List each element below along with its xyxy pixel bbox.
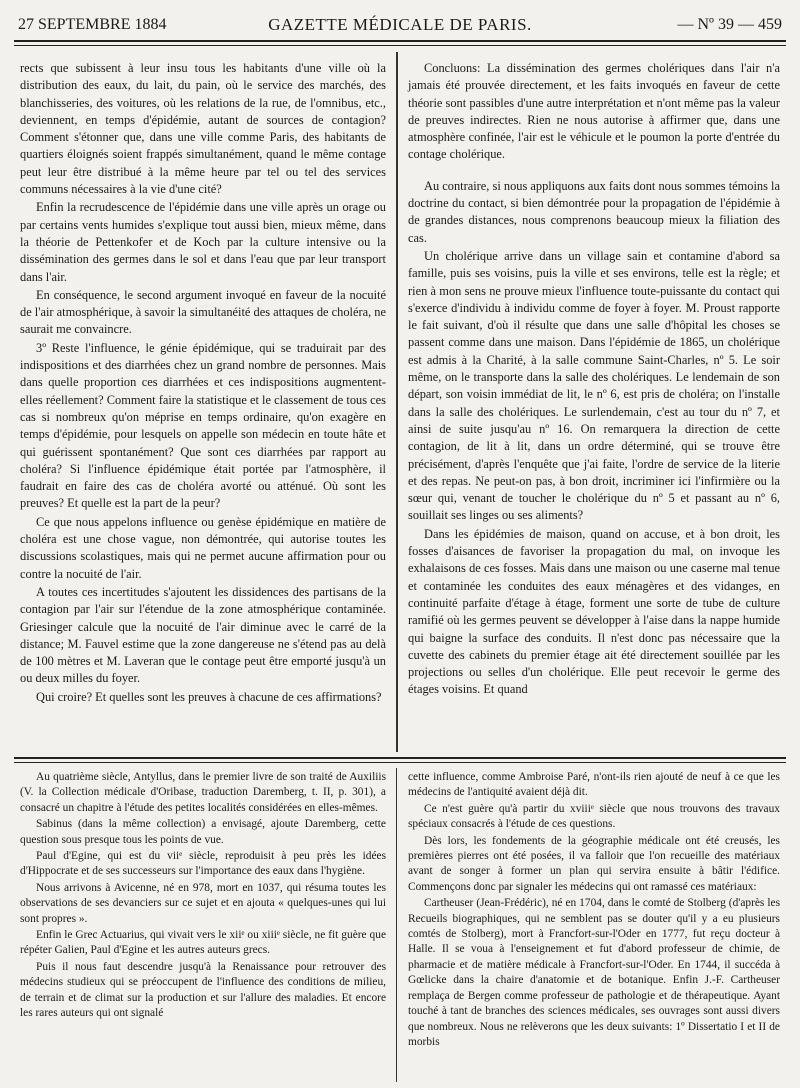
paragraph: Nous arrivons à Avicenne, né en 978, mort en 1037, qui résuma toutes les observations de ses devanciers sur ce sujet et en ajouta « quelques-unes qui lui sont propres ». [20, 881, 386, 925]
paragraph: Paul d'Egine, qui est du viiᵉ siècle, reproduisit à peu près les idées d'Hippocrate et de ses successeurs sur l'importance des eaux dans l'hygiène. [20, 850, 386, 878]
paragraph: Un cholérique arrive dans un village sain et contamine d'abord sa famille, puis ses voisins, puis la ville et ses environs, telle est la règle; et rien à mon sens ne prouve mieux l'influence toute-puissante du contact qui s'exerce d'individu à individu comme de foyer à foyer. M. Proust rapporte le fait suivant, d'où il résulte que dans une salle d'hôpital les choses se passent comme dans une maison. Dans l'épidémie de 1865, un cholérique est admis à la Charité, à la salle commune Saint-Charles, nº 5. Le soir même, on le transporte dans la salle des cholériques. Le lendemain de son départ, son voisin immédiat de lit, le nº 6, est pris de choléra; on l'installe dans la salle des cholériques. Le surlendemain, c'est au tour du nº 7, et ainsi de suite jusqu'au nº 16. On remarquera la direction de cette contagion, de lit à lit, dans un ordre déterminé, qui se trouve être précisément, d'après l'enquête que j'ai faite, l'ordre de service de la literie et des repas. Ne peut-on pas, à bon droit, incriminer ici l'infirmière ou la sœur qui, venant de toucher le cholérique du nº 5 et passant au nº 6, souillait ses linges ou ses aliments? [408, 248, 780, 523]
paragraph: A toutes ces incertitudes s'ajoutent les dissidences des partisans de la contagion par l'air sur l'étendue de la zone atmosphérique contaminée. Griesinger calcule que la nocuité de l'air diminue avec le carré de la distance; M. Fauvel estime que la zone dangereuse ne s'étend pas au delà de 100 mètres et M. Laveran que le contage peut être emporté jusqu'à un ou deux milles du foyer. [20, 584, 386, 686]
paragraph: Au contraire, si nous appliquons aux faits dont nous sommes témoins la doctrine du contact, si bien démontrée pour la propagation de l'épidémie à de grandes distances, nous comprenons beaucoup mieux la filiation des cas. [408, 178, 780, 245]
header-rule-thin [14, 45, 786, 46]
paragraph: Dès lors, les fondements de la géographie médicale ont été creusés, les premières pierres ont été posées, il va falloir que l'on recueille des matériaux avant de songer à former un plan qui servira ensuite à bâtir l'édifice. Commençons donc par signaler les médecins qui ont ramassé ces matériaux: [408, 834, 780, 893]
paragraph: 3º Reste l'influence, le génie épidémique, qui se traduirait par des indispositions et des diarrhées chez un grand nombre de personnes. Mais dans quelle proportion ces diarrhées et ces indispositions augmentent-elles réellement? Comment faire la statistique et le classement de tous ces cas si nombreux qu'on méprise en temps ordinaire, qu'on exagère en temps d'épidémie, pour lesquels on appelle son médecin en toute hâte et qui guérissent spontanément? Que sont ces diarrhées par rapport au choléra? Si l'influence épidémique était portée par l'atmosphère, il faudrait en faire des cas de choléra avorté ou atténué. Où sont les preuves? Et quelle est la part de la peur? [20, 340, 386, 511]
paragraph: Qui croire? Et quelles sont les preuves à chacune de ces affirmations? [36, 689, 382, 704]
header-rule [14, 40, 786, 42]
lower-left-column [20, 770, 386, 1023]
paragraph: Enfin la recrudescence de l'épidémie dans une ville après un orage ou par certains vents humides s'explique tout aussi bien, mieux même, dans la théorie de Pettenkofer et de Koch par la culture intensive ou la dissémination des germes dans le sol et dans l'eau que par leur transport dans l'air. [20, 200, 386, 284]
column-divider [396, 52, 398, 752]
paragraph: Concluons: La dissémination des germes cholériques dans l'air n'a jamais été prouvée directement, et les faits invoqués en faveur de cette théorie sont passibles d'une autre interprétation et n'ont même pas la valeur de preuves indirectes. Rien ne nous autorise à affirmer que, dans une atmosphère confinée, l'air est le véhicule et le poumon la porte d'entrée du contage cholérique. [408, 61, 780, 162]
page-header [18, 10, 782, 40]
lower-column-divider [396, 768, 397, 1082]
paragraph: En conséquence, le second argument invoqué en faveur de la nocuité de l'air atmosphérique, à savoir la simultanéité des attaques de choléra, ne saurait me convaincre. [20, 287, 386, 337]
paragraph: Cartheuser (Jean-Frédéric), né en 1704, dans le comté de Stolberg (d'après les Recueils biographiques, qui ne semblent pas se douter qu'il y a eu plusieurs comtés de Stolberg), mort à Francfort-sur-l'Oder en 1777, fut reçu docteur à Halle. Il se voua à l'enseignement et fut d'abord professeur de chimie, de pharmacie et de matière médicale à Francfort-sur-l'Oder. En 1744, il succéda à Gœlicke dans la chaire d'anatomie et de botanique. Enfin J.-F. Cartheuser remplaça de Bergen comme professeur de pathologie et de thérapeutique. Ayant touché à tant de branches des sciences médicales, ses ouvrages sont aussi divers que nombreux. Nous ne relèverons que les deux suivants: 1º Dissertatio I et II de morbis [408, 897, 780, 1048]
paragraph: cette influence, comme Ambroise Paré, n'ont-ils rien ajouté de neuf à ce que les médecins de l'antiquité avaient déjà dit. [408, 771, 780, 799]
section-rule-thin [14, 762, 786, 763]
paragraph: Puis il nous faut descendre jusqu'à la Renaissance pour retrouver des médecins studieux qui se préoccupent de l'influence des conditions de milieu, de terrain et de climat sur la production et sur l'allure des maladies. Et encore les rares auteurs qui ont signalé [20, 960, 386, 1020]
lower-right-column [408, 770, 780, 1051]
journal-title: GAZETTE MÉDICALE DE PARIS. [268, 15, 532, 34]
upper-left-column [20, 60, 386, 707]
paragraph: Au quatrième siècle, Antyllus, dans le premier livre de son traité de Auxiliis (V. la Collection médicale d'Oribase, traduction Daremberg, t. II, p. 301), a consacré un chapitre à l'étude des petites localités considérées en elles-mêmes. [20, 771, 386, 814]
paragraph: rects que subissent à leur insu tous les habitants d'une ville où la distribution des eaux, du lait, du pain, où le service des marchés, des blanchisseries, des voitures, où les relations de la rue, de l'omnibus, etc., deviennent, en temps d'épidémie, autant de sources de contagion? Comment s'étonner que, dans une ville comme Paris, des habitants de quartiers éloignés soient frappés simultanément, quand le même contage peut leur être distribué à la même heure par tel ou tel des services communs nécessaires à la vie d'une cité? [20, 61, 386, 197]
issue-page-number: — Nº 39 — 459 [677, 16, 782, 33]
paragraph: Ce n'est guère qu'à partir du xviiiᵉ siècle que nous trouvons des travaux spéciaux consacrés à l'étude de ces questions. [408, 802, 780, 831]
upper-right-column [408, 60, 780, 700]
paragraph: Sabinus (dans la même collection) a envisagé, ajoute Daremberg, cette question sous presque tous les points de vue. [20, 818, 386, 846]
header-date: 27 SEPTEMBRE 1884 [18, 16, 167, 33]
paragraph: Enfin le Grec Actuarius, qui vivait vers le xiiᵉ ou xiiiᵉ siècle, ne fit guère que répéter Galien, Paul d'Egine et les autres auteurs grecs. [20, 929, 386, 957]
paragraph: Ce que nous appelons influence ou genèse épidémique en matière de choléra est une chose vague, non démontrée, qui autorise toutes les discussions scolastiques, mais qui ne permet aucune affirmation pour ou contre la nocuité de l'air. [20, 514, 386, 581]
paragraph: Dans les épidémies de maison, quand on accuse, et à bon droit, les fosses d'aisances de favoriser la propagation du mal, on invoque les exhalaisons de ces fosses. Mais dans une maison ou une caserne mal tenue et contaminée les conduites des eaux ménagères et des vidanges, en continuité parfaite d'étage à étage, forment une sorte de tube de culture ramifié où les germes peuvent se développer à l'aise dans la nappe humide qui baigne la surface des conduits. Il n'est donc pas nécessaire que la cuvette des cabinets du premier étage ait été directement souillée par les projections ou selles d'un cholérique. Elle peut recevoir le germe des étages voisins. Et quand [408, 526, 780, 697]
section-rule [14, 757, 786, 759]
